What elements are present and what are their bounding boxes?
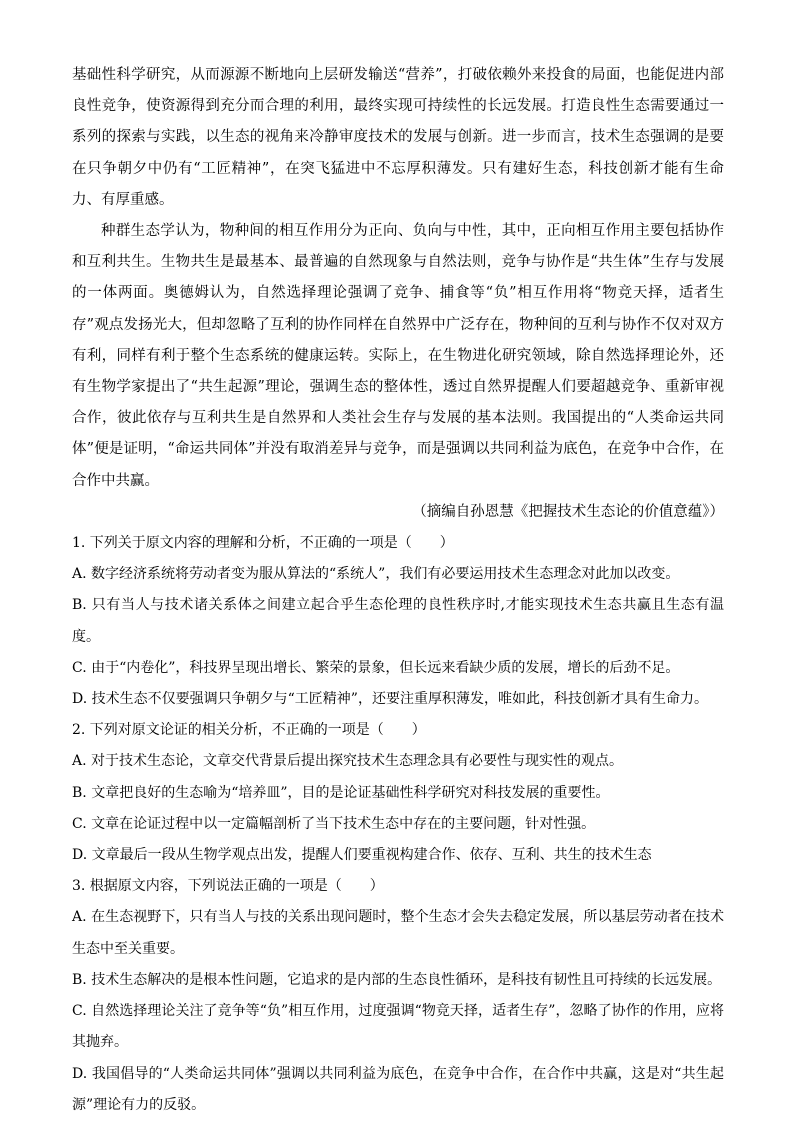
option-c: C. 自然选择理论关注了竞争等“负”相互作用，过度强调“物竞天择，适者生存”，忽略了协作的作用，应将其抛弃。 <box>72 1003 724 1051</box>
question-stem: 3. 根据原文内容，下列说法正确的一项是（ ） <box>72 878 384 895</box>
document-page <box>72 60 724 1121</box>
article-source: （摘编自孙恩慧《把握技术生态论的价值意蕴》） <box>412 503 724 520</box>
option-a: A. 在生态视野下，只有当人与技的关系出现问题时，整个生态才会失去稳定发展，所以基层劳动者在技术生态中至关重要。 <box>72 909 724 957</box>
option-b: B. 只有当人与技术诸关系体之间建立起合乎生态伦理的良性秩序时,才能实现技术生态共赢且生态有温度。 <box>72 597 724 645</box>
question-stem: 2. 下列对原文论证的相关分析，不正确的一项是（ ） <box>72 722 426 739</box>
question-2 <box>72 715 724 871</box>
option-c: C. 由于“内卷化”，科技界呈现出增长、繁荣的景象，但长远来看缺少质的发展，增长的后劲不足。 <box>72 659 680 676</box>
question-3 <box>72 871 724 1121</box>
option-b: B. 技术生态解决的是根本性问题，它追求的是内部的生态良性循环，是科技有韧性且可持续的长远发展。 <box>72 971 722 988</box>
question-stem: 1. 下列关于原文内容的理解和分析，不正确的一项是（ ） <box>72 535 454 552</box>
article-paragraph-2: 种群生态学认为，物种间的相互作用分为正向、负向与中性，其中，正向相互作用主要包括协作和互利共生。生物共生是最基本、最普遍的自然现象与自然法则，竞争与协作是“共生体”生存与发展的一体两面。奥德姆认为，自然选择理论强调了竞争、捕食等“负”相互作用将“物竞天择，适者生存”观点发扬光大，但却忽略了互利的协作同样在自然界中广泛存在，物种间的互利与协作不仅对双方有利，同样有利于整个生态系统的健康运转。实际上，在生物进化研究领域，除自然选择理论外，还有生物学家提出了“共生起源”理论，强调生态的整体性，透过自然界提醒人们要超越竞争、重新审视合作，彼此依存与互利共生是自然界和人类社会生存与发展的基本法则。我国提出的“人类命运共同体”便是证明，“命运共同体”并没有取消差异与竞争，而是强调以共同利益为底色，在竞争中合作，在合作中共赢。 <box>72 223 724 489</box>
option-b: B. 文章把良好的生态喻为“培养皿”，目的是论证基础性科学研究对科技发展的重要性。 <box>72 784 610 801</box>
option-d: D. 文章最后一段从生物学观点出发，提醒人们要重视构建合作、依存、互利、共生的技术生态 <box>72 847 652 864</box>
article-paragraph-1: 基础性科学研究，从而源源不断地向上层研发输送“营养”，打破依赖外来投食的局面，也能促进内部良性竞争，使资源得到充分而合理的利用，最终实现可持续性的长远发展。打造良性生态需要通过一系列的探索与实践，以生态的视角来冷静审度技术的发展与创新。进一步而言，技术生态强调的是要在只争朝夕中仍有“工匠精神”，在突飞猛进中不忘厚积薄发。只有建好生态，科技创新才能有生命力、有厚重感。 <box>72 67 724 208</box>
question-1 <box>72 528 724 715</box>
option-a: A. 对于技术生态论，文章交代背景后提出探究技术生态理念具有必要性与现实性的观点。 <box>72 753 624 770</box>
option-d: D. 技术生态不仅要强调只争朝夕与“工匠精神”，还要注重厚积薄发，唯如此，科技创新才具有生命力。 <box>72 691 708 708</box>
option-c: C. 文章在论证过程中以一定篇幅剖析了当下技术生态中存在的主要问题，针对性强。 <box>72 815 596 832</box>
option-d: D. 我国倡导的“人类命运共同体”强调以共同利益为底色，在竞争中合作，在合作中共赢，这是对“共生起源”理论有力的反驳。 <box>72 1065 724 1113</box>
option-a: A. 数字经济系统将劳动者变为服从算法的“系统人”，我们有必要运用技术生态理念对此加以改变。 <box>72 566 680 583</box>
